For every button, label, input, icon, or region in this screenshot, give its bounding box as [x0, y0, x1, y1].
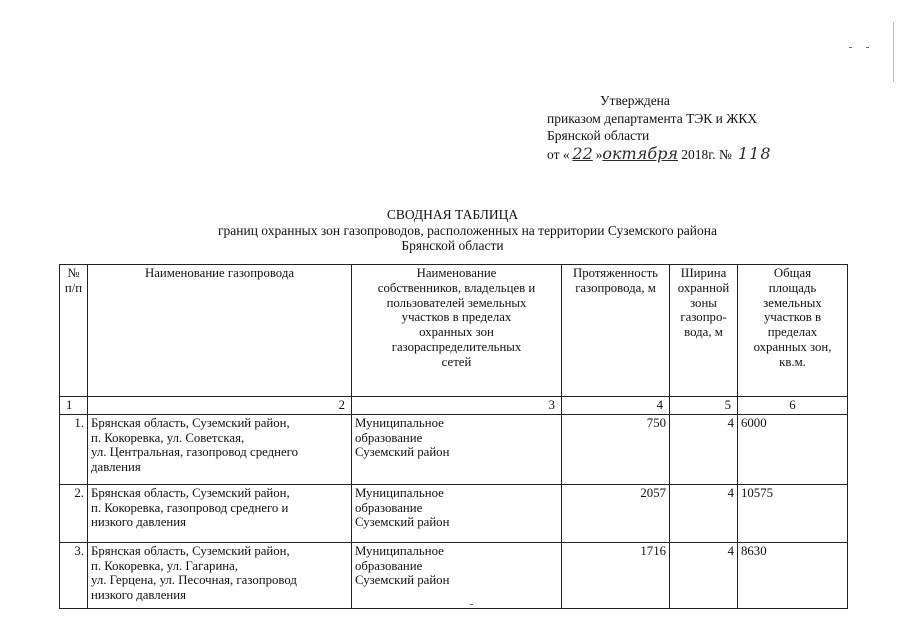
owner-name-line: образование: [355, 430, 423, 445]
owner-name: [352, 484, 562, 542]
pipeline-length: 1716: [562, 542, 670, 608]
owner-name: [352, 414, 562, 484]
header-length: [562, 265, 670, 397]
pipeline-name-line: Брянская область, Суземский район,: [91, 543, 290, 558]
approval-region: Брянской области: [547, 128, 650, 143]
header-text-line: вода, м: [684, 325, 723, 340]
zone-area: 6000: [738, 414, 848, 484]
table-header-row: [60, 265, 848, 397]
owner-name: [352, 542, 562, 608]
owner-name-line: Муниципальное: [355, 415, 444, 430]
handwritten-day: 22: [572, 143, 593, 163]
title-subtitle: границ охранных зон газопроводов, расположенных на территории Суземского района: [217, 222, 717, 238]
header-text-line: Общая: [773, 266, 812, 280]
col-number: 1: [60, 397, 88, 415]
zone-width: 4: [670, 414, 738, 484]
summary-table: [59, 264, 848, 609]
header-text-line: охранной: [677, 280, 730, 295]
zone-area: 10575: [738, 484, 848, 542]
pipeline-length: 750: [562, 414, 670, 484]
table-row: [60, 484, 848, 542]
approval-title: Утверждена: [600, 93, 670, 108]
col-number: 3: [352, 397, 562, 415]
header-owners: [352, 265, 562, 397]
document-title: [0, 207, 905, 254]
zone-area: 8630: [738, 542, 848, 608]
owner-name-line: Суземский район: [355, 445, 450, 460]
col-number: 2: [88, 397, 352, 415]
owner-name-line: образование: [355, 558, 423, 573]
header-text-line: сетей: [441, 354, 472, 369]
scan-speck: [849, 47, 852, 48]
zone-width: 4: [670, 542, 738, 608]
pipeline-name-line: ул. Центральная, газопровод среднего: [91, 445, 298, 460]
header-text-line: собственников, владельцев и: [377, 280, 536, 295]
pipeline-name-line: п. Кокоревка, ул. Советская,: [91, 430, 245, 445]
scan-speck: [866, 47, 869, 48]
header-text-line: газораспределительных: [391, 339, 522, 354]
date-prefix: от «: [547, 146, 570, 162]
owner-name-line: образование: [355, 500, 423, 515]
header-text-line: Протяженность: [572, 266, 659, 280]
zone-width: 4: [670, 484, 738, 542]
header-text-line: зоны: [690, 295, 717, 310]
col-number: 4: [562, 397, 670, 415]
col-number: 5: [670, 397, 738, 415]
table-row: [60, 542, 848, 608]
pipeline-name: [88, 484, 352, 542]
pipeline-name-line: низкого давления: [91, 515, 186, 530]
approval-stamp: [547, 92, 847, 163]
scan-edge-line: [893, 22, 894, 82]
header-text-line: №: [67, 266, 80, 280]
header-num: [60, 265, 88, 397]
header-area: [738, 265, 848, 397]
pipeline-length: 2057: [562, 484, 670, 542]
header-width: [670, 265, 738, 397]
header-text-line: Ширина: [680, 266, 727, 280]
approval-date-line: [547, 145, 847, 164]
title-region: Брянской области: [401, 238, 504, 253]
col-number: 6: [738, 397, 848, 415]
header-text-line: пределах: [767, 325, 818, 340]
header-text-line: кв.м.: [779, 354, 806, 369]
header-text-line: газопро-: [680, 310, 727, 325]
approval-authority: приказом департамента ТЭК и ЖКХ: [547, 110, 758, 126]
header-text-line: пользователей земельных: [386, 295, 527, 310]
header-text-line: газопровода, м: [575, 280, 656, 295]
date-mid: »: [595, 146, 603, 162]
row-number: 2.: [60, 484, 88, 542]
pipeline-name: [88, 414, 352, 484]
row-number: 3.: [60, 542, 88, 608]
header-text-line: участков в: [763, 310, 822, 325]
header-text-line: Наименование: [416, 266, 497, 280]
pipeline-name-line: п. Кокоревка, ул. Гагарина,: [91, 558, 239, 573]
header-text-line: земельных: [763, 295, 822, 310]
date-year: 2018г. №: [677, 146, 732, 162]
owner-name-line: Муниципальное: [355, 485, 444, 500]
pipeline-name: [88, 542, 352, 608]
table-row: [60, 414, 848, 484]
column-number-row: [60, 397, 848, 415]
header-text-line: п/п: [64, 280, 83, 295]
owner-name-line: Суземский район: [355, 573, 450, 588]
pipeline-name-line: Брянская область, Суземский район,: [91, 485, 290, 500]
row-number: 1.: [60, 414, 88, 484]
header-text-line: охранных зон: [419, 325, 494, 340]
pipeline-name-line: ул. Герцена, ул. Песочная, газопровод: [91, 573, 297, 588]
header-pipeline: [88, 265, 352, 397]
header-text-line: охранных зон,: [753, 339, 832, 354]
pipeline-name-line: давления: [91, 460, 141, 475]
owner-name-line: Суземский район: [355, 515, 450, 530]
handwritten-month: октября: [602, 143, 678, 163]
pipeline-name-line: низкого давления: [91, 588, 186, 603]
header-text-line: участков в пределах: [401, 310, 512, 325]
header-text-line: Наименование газопровода: [144, 266, 295, 280]
title-main: СВОДНАЯ ТАБЛИЦА: [386, 207, 519, 222]
owner-name-line: Муниципальное: [355, 543, 444, 558]
handwritten-order-number: 118: [737, 143, 772, 163]
header-text-line: площадь: [768, 280, 817, 295]
pipeline-name-line: Брянская область, Суземский район,: [91, 415, 290, 430]
pipeline-name-line: п. Кокоревка, газопровод среднего и: [91, 500, 289, 515]
